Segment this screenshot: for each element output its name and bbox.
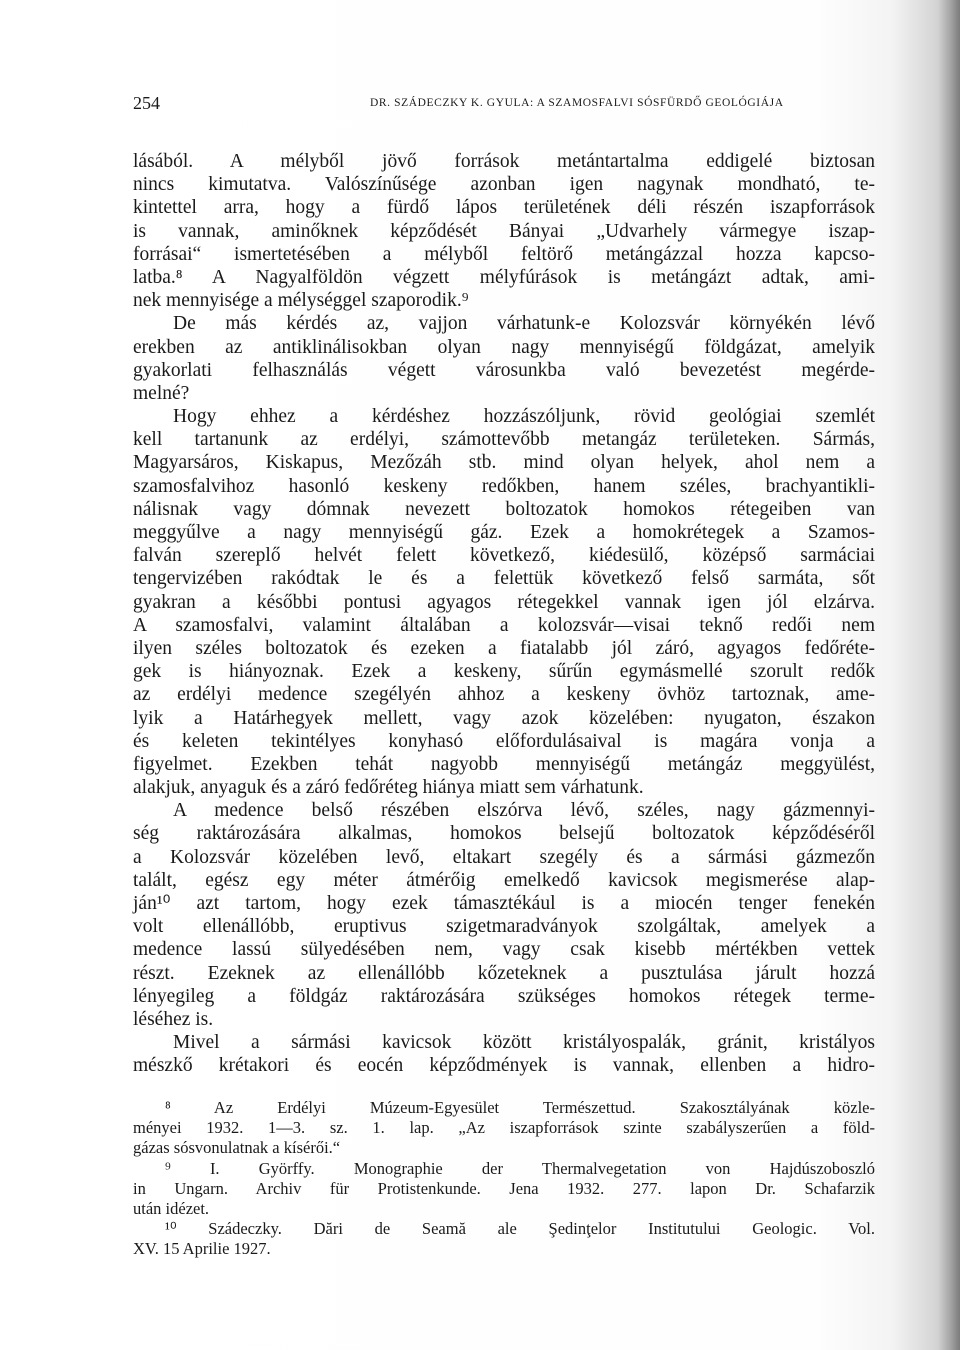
text-line: nek mennyisége a mélységgel szaporodik.⁹ [133,290,469,312]
text-line: ján¹⁰ azt tartom, hogy ezek támasztékául is a miocén tenger fenekén [133,893,875,914]
footnote-line: után idézet. [133,1198,210,1218]
text-line: talált, egész egy méter átmérőig emelkedő kavicsok megismerése alap- [133,869,875,891]
text-line: De más kérdés az, vajjon várhatunk-e Kolozsvár környékén lévő [173,313,875,335]
text-line: az erdélyi medence szegélyén ahhoz a keskeny övhöz tartoznak, ame- [133,684,875,706]
page-header [133,93,873,121]
text-line: nálisnak vagy dómnak nevezett boltozatok homokos rétegeiben van [133,498,875,520]
text-line: nincs kimutatva. Valószínűsége azonban igen nagynak mondható, te- [133,174,875,196]
page-number: 254 [133,93,160,113]
text-line: lyik a Határhegyek mellett, vagy azok közelében: nyugaton, északon [133,707,875,729]
page-edge-shadow [938,0,960,1350]
text-line: tengervizében rakódtak le és a felettük következő felső sarmáta, sőt [133,568,875,590]
text-line: gek is hiányoznak. Ezek a keskeny, sűrűn egymásmellé szorult redők [133,661,875,683]
text-line: és keleten tekintélyes konyhasó előfordulásaival is magára vonja a [133,730,875,752]
text-line: is vannak, aminőknek képződését Bányai „Udvarhely vármegye iszap- [133,220,875,242]
text-line: alakjuk, anyaguk és a záró fedőréteg hiánya miatt sem várhatunk. [133,777,644,799]
text-line: erekben az antiklinálisokban olyan nagy mennyiségű földgázat, amelyik [133,336,875,358]
text-line: Hogy ehhez a kérdéshez hozzászóljunk, rövid geológiai szemlét [173,406,875,428]
text-line: figyelmet. Ezekben tehát nagyobb mennyiségű metángáz meggyülést, [133,753,875,775]
text-line: kell tartanunk az erdélyi, számottevőbb metangáz területeken. Sármás, [133,429,875,451]
text-line: szamosfalvihoz hasonló keskeny redőkben, hanem széles, brachyantikli- [133,475,875,497]
text-line: lásából. A mélyből jövő források metántartalma eddigelé biztosan [133,151,875,172]
footnotes [133,1098,875,1260]
text-line: latba.⁸ A Nagyalföldön végzett mélyfúrások is metángázt adtak, ami- [133,266,875,288]
text-line: medence lassú sülyedésében nem, vagy csak kisebb mértékben vettek [133,939,875,961]
text-line: léséhez is. [133,1008,214,1030]
text-line: A medence belső részében elszórva lévő, széles, nagy gázmennyi- [173,800,875,822]
text-line: a Kolozsvár közelében levő, eltakart szegély és a sármási gázmezőn [133,846,875,868]
body-text [133,150,875,1078]
text-line: Magyarsáros, Kiskapus, Mezőzáh stb. mind olyan helyek, ahol nem a [133,452,875,474]
text-line: Mivel a sármási kavicsok között kristályospalák, gránit, kristályos [173,1032,875,1054]
text-line: meggyűlve a nagy mennyiségű gáz. Ezek a homokrétegek a Szamos- [133,522,875,543]
footnote-line: XV. 15 Aprilie 1927. [133,1239,271,1259]
text-line: forrásai“ ismertetésében a mélyből feltörő metángázzal hozza kapcso- [133,243,875,265]
footnote-line: ⁸ Az Erdélyi Múzeum-Egyesület Természettud. Szakosztályának közle- [165,1098,875,1117]
footnote-line: ményei 1932. 1—3. sz. 1. lap. „Az iszapforrások szinte szabályszerűen a föld- [133,1118,875,1138]
text-line: gyakran a későbbi pontusi agyagos rétegekkel vannak igen jól elzárva. [133,591,875,613]
running-head: DR. SZÁDECZKY K. GYULA: A SZAMOSFALVI SÓSFÜRDŐ GEOLÓGIÁJA [370,97,784,109]
text-line: melné? [133,382,190,404]
text-line: részt. Ezeknek az ellenállóbb kőzeteknek a pusztulása járult hozzá [133,962,875,984]
footnote-line: in Ungarn. Archiv für Protistenkunde. Jena 1932. 277. lapon Dr. Schafarzik [133,1178,875,1198]
text-line: A szamosfalvi, valamint általában a kolozsvár—visai teknő redői nem [133,614,875,636]
text-line: gyakorlati felhasználás végett városunkba való bevezetést megérde- [133,359,875,381]
footnote-line: gázas sósvonulatnak a kísérői.“ [133,1138,341,1158]
text-line: kintettel arra, hogy a fürdő lápos területének déli részén iszapforrások [133,197,875,219]
footnote-line: ⁹ I. Györffy. Monographie der Thermalvegetation von Hajdúszoboszló [165,1158,875,1178]
text-line: volt ellenállóbb, eruptivus szigetmaradványok szolgáltak, amelyek a [133,916,875,938]
text-line: lényegileg a földgáz raktározására szükséges homokos rétegek terme- [133,985,875,1007]
text-line: ség raktározására alkalmas, homokos belsejű boltozatok képződéséről [133,823,875,845]
text-line: ilyen széles boltozatok és ezeken a fiatalabb jól záró, agyagos fedőréte- [133,637,875,659]
text-line: mészkő krétakori és eocén képződmények is vannak, ellenben a hidro- [133,1055,875,1077]
footnote-line: ¹⁰ Szádeczky. Dări de Seamă ale Şedinţelor Institutului Geologic. Vol. [165,1219,875,1239]
text-line: falván szereplő helvét felett következő, kiédesülő, középső sarmáciai [133,545,875,567]
